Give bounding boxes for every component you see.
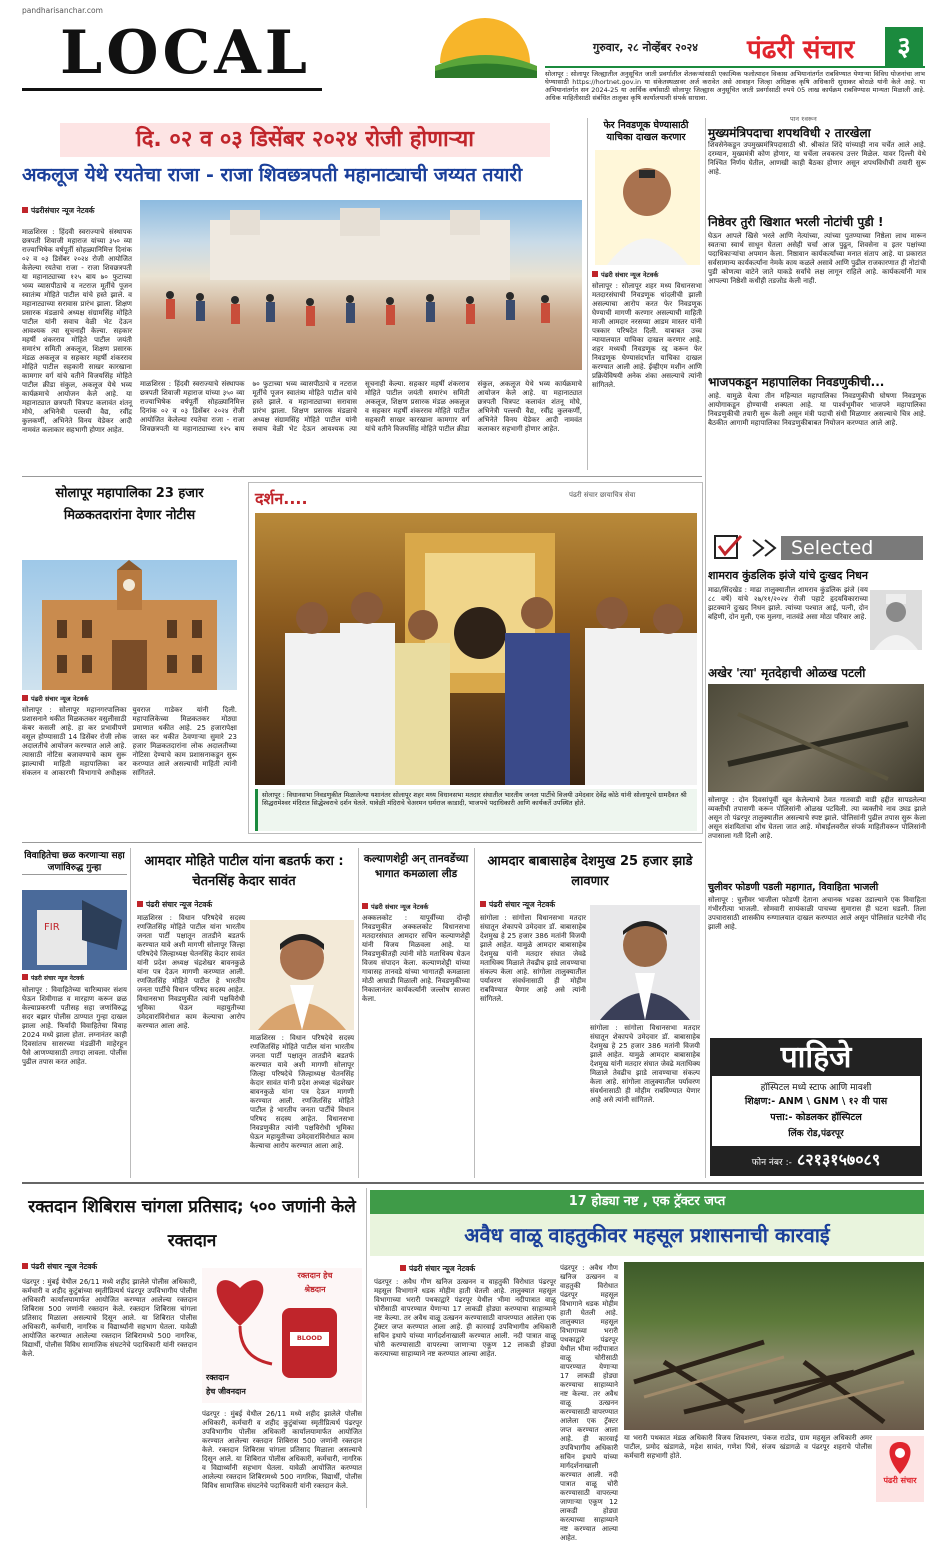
site-url[interactable]: pandharisanchar.com xyxy=(22,6,103,15)
header-rule xyxy=(22,88,322,91)
fir-headline: विवाहितेचा छळ करणाऱ्या सहा जणांविरुद्ध गुन्हा xyxy=(22,850,127,875)
burn-headline: चुलीवर फोडणी पडली महागात, विवाहिता भाजली xyxy=(708,882,879,893)
burn-body: सोलापूर : चुलीवर भाजीला फोडणी देताना अचानक भडका उडाल्याने एक विवाहिता गंभीररीत्या भाजली. सोमवारी सायंकाळी पाचच्या सुमारास ही घटना घडली. तिला उपचारासाठी शासकीय रुग्णालयात दाखल करण्यात आले असून पोलिसांत घटनेची नोंद झाली आहे. xyxy=(708,896,926,931)
sand-boats-photo xyxy=(624,1262,924,1430)
mohite-byline: पंढरी संचार न्यूज नेटवर्क xyxy=(137,900,212,910)
babasaheb-headline: आमदार बाबासाहेब देशमुख 25 हजार झाडे लावणार xyxy=(487,854,693,889)
mohite-headline: आमदार मोहिते पाटील यांना बडतर्फ करा : चेतनसिंह केदार सावंत xyxy=(144,854,344,889)
sand-body-2: पंढरपूर : अवैध गौण खनिज उत्खनन व वाहतुकी विरोधात पंढरपूर महसूल विभागाने धडक मोहीम हाती घेतली आहे. तालुक्यात महसूल विभागाच्या भरारी पथकाद्वारे पंढरपूर येथील भीमा नदीपात्रात वाळू चोरीसाठी वापरण्यात येणाऱ्या 17 लाकडी होड्या करण्याचा साहाय्याने नष्ट केल्या. तर अवैध वाळू उत्खनन करण्यासाठी वापरण्यात आलेला एक ट्रॅक्टर जप्त करण्यात आला आहे. ही कारवाई उपविभागीय अधिकारी सचिन इथापे यांच्या मार्गदर्शनाखाली करण्यात आली. नदी पात्रात वाळू चोरी करण्यासाठी वापरल्या जाणाऱ्या एकूण 12 लाकडी होड्या करत्याच्या साहाय्याने नष्ट करण्यात आल्या आहेत. xyxy=(560,1264,618,1542)
ad-line-1: हॉस्पिटल मध्ये स्टाफ आणि मावशी xyxy=(760,1083,872,1093)
ad-line-2: शिक्षण:- ANM \ GNM \ १२ वी पास xyxy=(744,1096,888,1107)
obituary-photo xyxy=(870,590,922,650)
lead-body: माळशिरस : हिंदवी स्वराज्याचे संस्थापक छत्रपती शिवाजी महाराज यांच्या ३५० व्या राज्याभिषेक वर्षपूर्ती सोहळ्यानिमित्त दिनांक ०२ व ०३ डिसेंबर २०२४ रोजी आयोजित केलेल्या रयतेचा राजा - राजा शिवछत्रपती या महानाट्याच्या १२५ बाय ७० फुटाच्या भव्य व्यासपीठाचे व नटराज मूर्तीचे पूजन स्वातंत्र्य मोहिते पाटील यांचे हस्ते झाले. व महानाट्याच्या सरावास प्रारंभ झाला. शिक्षण प्रसारक मंडळाचे अध्यक्ष संग्रामसिंह मोहिते पाटील यांनी सवाच वेळी भेट देऊन आवश्यक त्या सूचनाही केल्या. सहकार महर्षी शंकरराव मोहिते पाटील जयंती समारंभ समिती अकलूज, शिक्षण प्रसारक मंडळ अकलूज व सहकार महर्षी शंकरराव मोहिते पाटील सहकारी साखर कारखाना कामगार वर्ग यांचे वतीने विजयसिंह मोहिते पाटील क्रीडा संकुल, अकलूज येथे भव्य कार्यक्रमाचे आयोजन केले आहे. या महानाट्यात छत्रपती चित्रपट कलावंत शंतनू मोघे, अभिनेत्री पल्लवी वैद्य, रवींद्र कुलकर्णी, अभिनेते विनय येडेकर आदी नामवंत कलाकार सहभागी होणार आहेत. xyxy=(22,228,132,434)
ad-phone-label: फोन नंबर :- xyxy=(751,1158,792,1168)
babasaheb-byline: पंढरी संचार न्यूज नेटवर्क xyxy=(480,900,555,910)
babasaheb-body: सांगोला : सांगोला विधानसभा मतदार संघातून शेकापचे उमेदवार डॉ. बाबासाहेब देशमुख हे 25 हजार 386 मतांनी विजयी झाले आहेत. यामुळे आमदार बाबासाहेब देशमुख यांनी मतदार संघात जेवढे मताधिक्य मिळाले तेवढीच झाडे लावण्याचा संकल्प केला आहे. सांगोला तालुक्यातील पर्यावरण संवर्धनासाठी ही मोहीम राबविण्यात येणार आहे असे त्यांनी सांगितले. xyxy=(480,914,586,1003)
blood-tag-2: श्रेष्ठदान xyxy=(304,1285,326,1294)
body-scene-photo xyxy=(708,684,924,792)
nmc-headline: सोलापूर महापालिका 23 हजार मिळकतदारांना देणार नोटीस xyxy=(55,486,204,523)
section-title: LOCAL xyxy=(60,18,311,88)
mohite-body: माळशिरस : विधान परिषदेचे सदस्य रणजितसिंह मोहिते पाटील यांना भारतीय जनता पार्टी पक्षातून तातडीने बडतर्फ करण्यात यावे अशी मागणी सोलापूर जिल्हा परिषदेचे जिल्हाध्यक्ष चेतनसिंह केदार सावंत यांनी प्रदेश अध्यक्ष चंद्रशेखर बावनकुळे यांना पत्र देऊन मागणी करण्यात आली. रणजितसिंह मोहिते पाटील हे भारतीय जनता पार्टीचे विधान परिषद सदस्य आहेत. विधानसभा निवडणुकीत त्यांनी पक्षविरोधी भूमिका घेऊन महायुतीच्या उमेदवारांविरोधात काम केल्याचा आरोप करण्यात आला आहे. xyxy=(137,914,245,1030)
fir-photo xyxy=(22,890,127,970)
page-number: ३ xyxy=(885,27,923,67)
lead-byline: पंढरीसंचार न्यूज नेटवर्क xyxy=(22,206,95,216)
cm-oath-body: शिवसेनेकडून उपमुख्यमंत्रिपदासाठी श्री. श्रीकांत शिंदे यांच्याही नाव चर्चेत आले आहे. दरम्यान, मुख्यमंत्री कोण होणार, या चर्चेला लवकरच उत्तर मिळेल. यावर दिल्ली येथे निश्चित निर्णय घेतील, आणखी काही बैठका होणार असून शपथविधीची तयारी सुरू आहे. xyxy=(708,141,926,176)
sand-caption: या भरारी पथकात मंडळ अधिकारी विजय शिवशरण, पंकज राठोड, ग्राम महसूल अधिकारी अमर पाटील, प्रमोद खंडागळे, महेश सावंत, गणेश पिसे, संजय खंडागळे व पंढरपूर शहराचे पोलीस कर्मचारी सहभागी होते. xyxy=(624,1434,872,1460)
sand-byline: पंढरी संचार न्यूज नेटवर्क xyxy=(400,1264,475,1274)
kalyan-byline: पंढरी संचार न्यूज नेटवर्क xyxy=(362,902,428,911)
mohite-photo xyxy=(250,920,354,1030)
darshan-caption: सोलापूर : विधानसभा निवडणुकीत मिळालेल्या यशानंतर सोलापूर शहर मध्य विधानसभा मतदार संघातील भारतीय जनता पार्टीचे विजयी उमेदवार देवेंद्र कोठे यांनी सोलापूरचे ग्रामदैवत श्री सिद्धरामेश्वर मंदिरात सिद्धेश्वराचे दर्शन घेतले. यावेळी मंदिराचे चेअरमन धर्मराज काडादी, भाजपचे पदाधिकारी आणि कार्यकर्ते उपस्थित होते. xyxy=(255,789,697,831)
feature-photo xyxy=(595,150,700,265)
blood-byline: पंढरी संचार न्यूज नेटवर्क xyxy=(22,1262,97,1272)
ad-phone-bar xyxy=(712,1146,920,1174)
blood-body: पंढरपूर : मुंबई येथील 26/11 मध्ये शहीद झालेले पोलीस अधिकारी, कर्मचारी व शहीद कुटुंबांच्या स्मृतीप्रित्यर्थ पंढरपूर उपविभागीय पोलीस अधिकारी कार्यालयामार्फत आयोजित करण्यात आलेल्या रक्तदान शिबिरास 500 जणांनी रक्तदान केले. रक्तदान शिबिरास चांगला प्रतिसाद मिळाला असल्याचे दिसून आले. या शिबिरात पोलीस अधिकारी, कर्मचारी, नागरिक व विद्यार्थ्यांनी सहभाग घेतला. यावेळी आयोजित करण्यात आलेल्या रक्तदान शिबिरामध्ये 500 नागरिक, विद्यार्थी, पोलीस विविध सामाजिक संघटनेचे पदाधिकारी यांनी रक्तदान केले. xyxy=(22,1278,197,1358)
selected-label: Selected xyxy=(791,537,874,559)
babasaheb-photo xyxy=(590,905,700,1020)
sand-kicker: 17 होड्या नष्ट , एक ट्रॅक्टर जप्त xyxy=(370,1190,924,1214)
blood-body-2: पंढरपूर : मुंबई येथील 26/11 मध्ये शहीद झालेले पोलीस अधिकारी, कर्मचारी व शहीद कुटुंबांच्या स्मृतीप्रित्यर्थ पंढरपूर उपविभागीय पोलीस अधिकारी कार्यालयामार्फत आयोजित करण्यात आलेल्या रक्तदान शिबिरास 500 जणांनी रक्तदान केले. रक्तदान शिबिरास चांगला प्रतिसाद मिळाला असल्याचे दिसून आले. या शिबिरात पोलीस अधिकारी, कर्मचारी, नागरिक व विद्यार्थ्यांनी सहभाग घेतला. यावेळी आयोजित करण्यात आलेल्या रक्तदान शिबिरामध्ये 500 नागरिक, विद्यार्थी, पोलीस विविध सामाजिक संघटनेचे पदाधिकारी यांनी रक्तदान केले. xyxy=(202,1410,362,1490)
issue-date: गुरुवार, २८ नोव्हेंबर २०२४ xyxy=(593,41,698,54)
cm-oath-headline: मुख्यमंत्रिपदाचा शपथविधी २ तारखेला xyxy=(708,126,871,140)
nmc-building-photo xyxy=(22,560,237,690)
sand-body: पंढरपूर : अवैध गौण खनिज उत्खनन व वाहतुकी विरोधात पंढरपूर महसूल विभागाने धडक मोहीम हाती घेतली आहे. तालुक्यात महसूल विभागाच्या भरारी पथकाद्वारे पंढरपूर येथील भीमा नदीपात्रात वाळू चोरीसाठी वापरण्यात येणाऱ्या 17 लाकडी होड्या करण्याचा साहाय्याने नष्ट केल्या. तर अवैध वाळू उत्खनन करण्यासाठी वापरण्यात आलेला एक ट्रॅक्टर जप्त करण्यात आला आहे. ही कारवाई उपविभागीय अधिकारी सचिन इथापे यांच्या मार्गदर्शनाखाली करण्यात आली. नदी पात्रात वाळू चोरी करण्यासाठी वापरल्या जाणाऱ्या एकूण 12 लाकडी होड्या करत्याच्या साहाय्याने नष्ट करण्यात आल्या आहेत. xyxy=(374,1278,556,1358)
classified-ad xyxy=(710,1038,922,1176)
obituary-body: माढा/सिंदखेड : माढा तालुक्यातील शामराव कुंडलिक झंजे (वय ८८ वर्षे) यांचे २७/११/२०२४ रोजी पहाटे हृदयविकाराच्या झटक्याने दुःखद निधन झाले. त्यांच्या पश्चात आई, पत्नी, दोन बहिणी, दोन मुली, एक मुलगा, नातवंडे असा मोठा परिवार आहे. xyxy=(708,586,868,621)
continued-label: पान १वरून xyxy=(790,115,817,123)
lead-kicker: दि. ०२ व ०३ डिसेंबर २०२४ रोजी होणाऱ्या xyxy=(60,123,550,157)
masthead-divider xyxy=(545,66,925,68)
darshan-title: दर्शन.... xyxy=(255,489,308,508)
loyalty-body: घेऊन आपले खिसे भरले आणि नेत्यांच्या, त्यांच्या पुतण्याच्या निष्ठेला लाथ मारून स्वतःचा स्वार्थ साधून घेतला असेही चर्चा आज पुढून, शिवसेना व इतर पक्षांच्या पदाधिकाऱ्यांचा अपमान केला. निष्ठावान कार्यकर्त्यांच्या मनात संताप आहे. या प्रकारात सर्वसामान्य कार्यकर्त्यांना नेमके काय कळले असावे आणि पुढील राजकारणात ही नोटांची पुडी कोणत्या वाटेने जाते याकडे सर्वांचे लक्ष लागून राहिले आहे. कार्यकर्त्यांनी मात्र आपल्या निष्ठेशी कधीही तडजोड केली नाही. xyxy=(708,232,926,285)
blood-tag-4: हेच जीवनदान xyxy=(206,1387,246,1396)
agri-notice: सोलापूर : सोलापूर जिल्ह्यातील अनुसूचित जाती प्रवर्गातील शेतकऱ्यांसाठी एकात्मिक फलोत्पादन विकास अभियानांतर्गत राबविण्यात येणाऱ्या विविध योजनांचा लाभ घेण्यासाठी https://hortnet.gov.in या संकेतस्थळावर अर्ज करावेत असे आवाहन जिल्हा अधिक्षक कृषि अधिकारी सुधाकर बोराळे यांनी केले आहे. या अभियानांतर्गत सन 2024-25 या आर्थिक वर्षासाठी सोलापूर जिल्ह्यास अनुसूचित जाती प्रवर्गासाठी रुपये 05 लाख कार्यक्रम राबविण्यास मान्यता मिळाली आहे. अधिक माहितीसाठी संबंधित तालुका कृषि कार्यालयाशी संपर्क साधावा. xyxy=(545,70,925,102)
paper-mark xyxy=(876,1436,924,1502)
landscape-logo xyxy=(425,18,545,78)
babasaheb-body-2: सांगोला : सांगोला विधानसभा मतदार संघातून शेकापचे उमेदवार डॉ. बाबासाहेब देशमुख हे 25 हजार 386 मतांनी विजयी झाले आहेत. यामुळे आमदार बाबासाहेब देशमुख यांनी मतदार संघात जेवढे मताधिक्य मिळाले तेवढीच झाडे लावण्याचा संकल्प केला आहे. सांगोला तालुक्यातील पर्यावरण संवर्धनासाठी ही मोहीम राबविण्यात येणार आहे असे त्यांनी सांगितले. xyxy=(590,1024,700,1104)
sand-headline: अवैध वाळू वाहतुकीवर महसूल प्रशासनाची कारवाई xyxy=(370,1214,924,1256)
blood-bag-label: BLOOD xyxy=(296,1334,323,1342)
location-pin-icon xyxy=(876,1436,924,1476)
paper-mark-label: पंढरी संचार xyxy=(883,1476,917,1485)
nmc-byline: पंढरी संचार न्यूज नेटवर्क xyxy=(22,694,88,703)
mohite-body-2: माळशिरस : विधान परिषदेचे सदस्य रणजितसिंह मोहिते पाटील यांना भारतीय जनता पार्टी पक्षातून तातडीने बडतर्फ करण्यात यावे अशी मागणी सोलापूर जिल्हा परिषदेचे जिल्हाध्यक्ष चेतनसिंह केदार सावंत यांनी प्रदेश अध्यक्ष चंद्रशेखर बावनकुळे यांना पत्र देऊन मागणी करण्यात आली. रणजितसिंह मोहिते पाटील हे भारतीय जनता पार्टीचे विधान परिषद सदस्य आहेत. विधानसभा निवडणुकीत त्यांनी पक्षविरोधी भूमिका घेऊन महायुतीच्या उमेदवारांविरोधात काम केल्याचा आरोप करण्यात आला आहे. xyxy=(250,1034,354,1150)
fir-body: सोलापूर : विवाहितेच्या चारित्र्यावर संशय घेऊन शिवीगाळ व मारहाण करून छळ केल्याप्रकरणी पतीसह सहा जणांविरुद्ध सदर बझार पोलीस ठाण्यात गुन्हा दाखल झाला आहे. फिर्यादी विवाहितेचा विवाह 2024 मध्ये झाला होता. लग्नानंतर काही दिवसांतच सासरच्या मंडळींनी माहेरहून पैसे आणण्यासाठी तगादा लावला. पोलीस पुढील तपास करत आहेत. xyxy=(22,986,127,1066)
kalyan-body: अक्कलकोट : यापूर्वीच्या दोन्ही निवडणुकीत अक्कलकोट विधानसभा मतदारसंघात आमदार सचिन कल्याणशेट्टी यांनी विजय मिळवला आहे. या निवडणुकीतही त्यांनी मोठे मताधिक्य घेऊन विजय संपादन केला. कल्याणशेट्टी यांच्या गावासह तानवडे यांच्या भागातही कमळाला मोठी आघाडी मिळाली आहे. निवडणुकीच्या निकालानंतर कार्यकर्त्यांनी जल्लोष साजरा केला. xyxy=(362,914,470,1003)
selected-banner xyxy=(713,534,923,562)
paper-logo: पंढरी संचार xyxy=(747,35,855,65)
blood-tag-3: रक्तदान xyxy=(206,1373,229,1382)
feature-kicker: फेर निवडणूक घेण्यासाठी याचिका दाखल करणार xyxy=(603,120,689,143)
lead-photo xyxy=(140,200,582,370)
ad-title: पाहिजे xyxy=(712,1040,920,1076)
nmc-body: सोलापूर : सोलापूर महानगरपालिका प्रशासनाने थकीत मिळकतकर वसुलीसाठी कंबर कसली आहे. हा कर प्रभावीपणे वसूल होण्यासाठी 14 डिसेंबर रोजी लोक अदालतीचे आयोजन करण्यात आले आहे. त्यासाठी नोटिस बजावण्याचे काम सुरू झाल्याची माहिती महापालिका कर संकलन व आकारणी विभागाचे अधीक्षक युवराज गाडेकर यांनी दिली. महापालिकेच्या मिळकतकर मोठ्या प्रमाणात थकीत आहे. 25 हजारापेक्षा जास्त कर थकीत ठेवणाऱ्या सुमारे 23 हजार मिळकतदारांना लोक अदालतीच्या नोटिसा देण्याचे काम प्रशासनाकडून सुरू करण्यात आले असल्याची माहिती त्यांनी सांगितले. xyxy=(22,706,237,777)
darshan-credit: पंढरी संचार छायाचित्र सेवा xyxy=(569,491,636,499)
svg-text:FIR: FIR xyxy=(44,922,60,933)
darshan-box xyxy=(248,482,703,834)
loyalty-headline: निष्ठेवर तुरी खिशात भरली नोटांची पुडी ! xyxy=(708,215,884,229)
body-identified-headline: अखेर 'त्या' मृतदेहाची ओळख पटली xyxy=(708,666,866,680)
feature-byline: पंढरी संचार न्यूज नेटवर्क xyxy=(592,270,658,279)
bjp-poll-headline: भाजपकडून महापालिका निवडणुकीची... xyxy=(708,375,885,389)
blood-headline: रक्तदान शिबिरास चांगला प्रतिसाद; ५०० जणांनी केले रक्तदान xyxy=(28,1197,356,1251)
ad-line-3: पत्ता:- कोडलकर हॉस्पिटल xyxy=(770,1112,862,1123)
blood-tag-1: रक्तदान हेच xyxy=(297,1271,333,1280)
obituary-headline: शामराव कुंडलिक झंजे यांचे दुःखद निधन xyxy=(708,569,869,582)
lead-body-2: माळशिरस : हिंदवी स्वराज्याचे संस्थापक छत्रपती शिवाजी महाराज यांच्या ३५० व्या राज्याभिषेक वर्षपूर्ती सोहळ्यानिमित्त दिनांक ०२ व ०३ डिसेंबर २०२४ रोजी आयोजित केलेल्या रयतेचा राजा - राजा शिवछत्रपती या महानाट्याच्या १२५ बाय ७० फुटाच्या भव्य व्यासपीठाचे व नटराज मूर्तीचे पूजन स्वातंत्र्य मोहिते पाटील यांचे हस्ते झाले. व महानाट्याच्या सरावास प्रारंभ झाला. शिक्षण प्रसारक मंडळाचे अध्यक्ष संग्रामसिंह मोहिते पाटील यांनी सवाच वेळी भेट देऊन आवश्यक त्या सूचनाही केल्या. सहकार महर्षी शंकरराव मोहिते पाटील जयंती समारंभ समिती अकलूज, शिक्षण प्रसारक मंडळ अकलूज व सहकार महर्षी शंकरराव मोहिते पाटील सहकारी साखर कारखाना कामगार वर्ग यांचे वतीने विजयसिंह मोहिते पाटील क्रीडा संकुल, अकलूज येथे भव्य कार्यक्रमाचे आयोजन केले आहे. या महानाट्यात छत्रपती चित्रपट कलावंत शंतनू मोघे, अभिनेत्री पल्लवी वैद्य, रवींद्र कुलकर्णी, अभिनेते विनय येडेकर आदी नामवंत कलाकार सहभागी होणार आहेत. xyxy=(140,380,582,433)
bjp-poll-body: आहे. यामुळे येत्या तीन महिन्यात महापालिका निवडणुकीची घोषणा निवडणूक आयोगाकडून होण्याची शक्यता आहे. या पार्श्वभूमीवर भाजपने महापालिका निवडणुकीची तयारी सुरू केली असून मंत्री पदाची संधी मिळणार असल्याचे चित्र आहे. बैठकीत आगामी महापालिका निवडणुकीबाबत नियोजन करण्यात आले आहे. xyxy=(708,392,926,427)
ad-phone[interactable]: ८२१३१५७०८९ xyxy=(796,1150,881,1169)
body-identified-body: सोलापूर : दोन दिवसांपूर्वी खून केलेल्याचे ठेवत गातवाडी वाडी हद्दीत सापडलेल्या व्यक्तीची तपासणी करून पोलिसांनी ओळख पटविली. त्या व्यक्तीचे नाव उघड झाले असून तो पंढरपूर तालुक्यातील असल्याचे स्पष्ट झाले. पोलिसांनी पुढील तपास सुरू केला असून संशयितांचा शोध घेतला जात आहे. मोबाईलवरील संपर्क माहितीवरून पोलिसांनी तपासाला गती दिली आहे. xyxy=(708,796,926,840)
ad-line-4: लिंक रोड,पंढरपूर xyxy=(788,1129,844,1139)
darshan-photo xyxy=(255,513,697,785)
kalyan-headline: कल्याणशेट्टी अन् तानवडेंच्या भागात कमळाला लीड xyxy=(363,853,469,880)
fir-byline: पंढरी संचार न्यूज नेटवर्क xyxy=(22,974,84,982)
lead-headline: अकलूज येथे रयतेचा राजा - राजा शिवछत्रपती महानाट्याची जय्यत तयारी xyxy=(22,164,523,186)
blood-donation-graphic xyxy=(202,1268,362,1403)
feature-body: सोलापूर : सोलापूर शहर मध्य विधानसभा मतदारसंघाची निवडणूक धांदलीची झाली असल्याचा आरोप करत फेर निवडणूक घेण्याची मागणी करणार असल्याची माहिती माजी आमदार नरसय्या आडम मास्तर यांनी पत्रकार परिषदेत दिली. याबाबत उच्च न्यायालयात याचिका दाखल करणार आहे. शहर मध्यची निवडणूक रद्द करून फेर निवडणूक घेण्यासंदर्भात याचिका दाखल करण्यात आली आहे. ईव्हीएम मशीन आणि प्रक्रियेविषयी अनेक शंका असल्याचे त्यांनी सांगितले. xyxy=(592,282,702,389)
